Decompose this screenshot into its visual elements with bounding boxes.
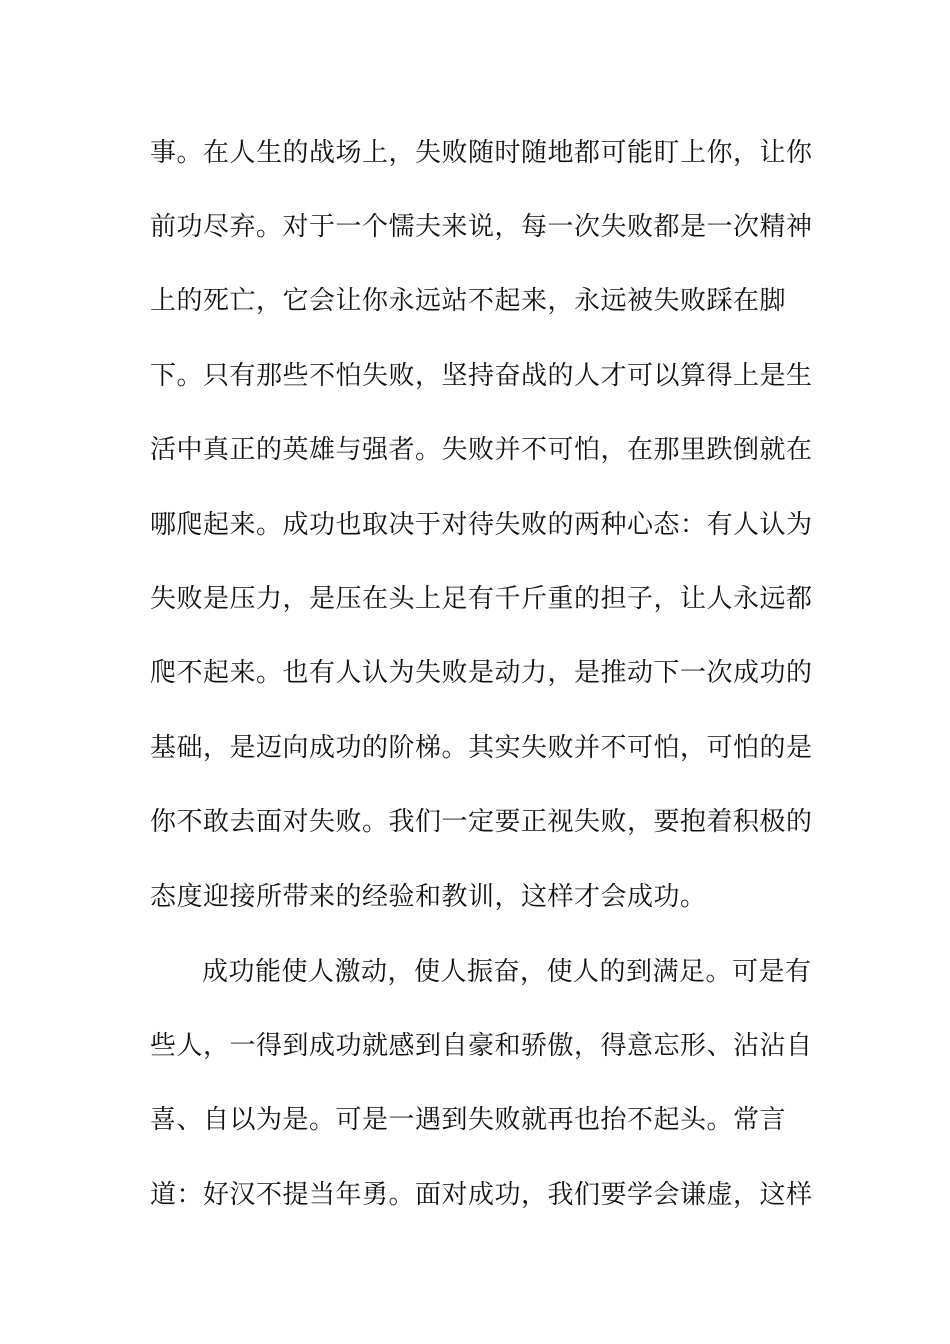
text-line: 上的死亡，它会让你永远站不起来，永远被失败踩在脚: [150, 286, 787, 316]
text-line: 态度迎接所带来的经验和教训，这样才会成功。: [150, 882, 707, 912]
text-line: 喜、自以为是。可是一遇到失败就再也抬不起头。常言: [150, 1105, 787, 1135]
text-line: 些人，一得到成功就感到自豪和骄傲，得意忘形、沾沾自: [150, 1031, 813, 1061]
text-line: 哪爬起来。成功也取决于对待失败的两种心态：有人认为: [150, 510, 813, 540]
paragraph-first-line: 成功能使人激动，使人振奋，使人的到满足。可是有: [202, 957, 812, 987]
text-line: 道：好汉不提当年勇。面对成功，我们要学会谦虚，这样: [150, 1180, 813, 1210]
text-line: 你不敢去面对失败。我们一定要正视失败，要抱着积极的: [150, 807, 813, 837]
text-line: 活中真正的英雄与强者。失败并不可怕，在那里跌倒就在: [150, 435, 813, 465]
text-line: 爬不起来。也有人认为失败是动力，是推动下一次成功的: [150, 658, 813, 688]
text-line: 失败是压力，是压在头上足有千斤重的担子，让人永远都: [150, 584, 813, 614]
text-line: 前功尽弃。对于一个懦夫来说，每一次失败都是一次精神: [150, 212, 813, 242]
text-line: 事。在人生的战场上，失败随时随地都可能盯上你，让你: [150, 138, 813, 168]
text-line: 下。只有那些不怕失败，坚持奋战的人才可以算得上是生: [150, 361, 813, 391]
text-line: 基础，是迈向成功的阶梯。其实失败并不可怕，可怕的是: [150, 733, 813, 763]
